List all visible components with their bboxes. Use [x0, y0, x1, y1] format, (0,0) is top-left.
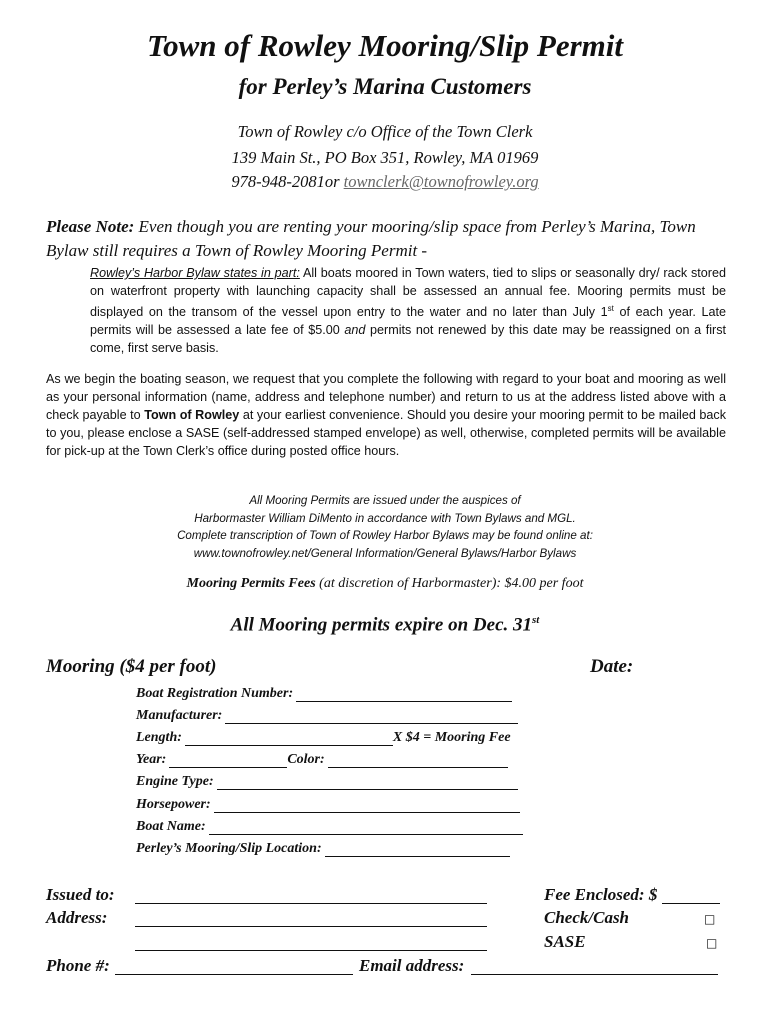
payee-name: Town of Rowley: [144, 408, 240, 422]
boat-name-field[interactable]: [136, 819, 523, 835]
horsepower-field[interactable]: [136, 797, 520, 813]
phone-label: Phone #:: [46, 956, 110, 975]
office-address-line2: 139 Main St., PO Box 351, Rowley, MA 01969: [231, 148, 539, 167]
email-link[interactable]: townclerk@townofrowley.org: [343, 172, 539, 191]
bylaw-text-3: permits not renewed by this date may be reassigned on a first come, first serve basis.: [90, 323, 726, 356]
boat-registration-label: Boat Registration Number:: [136, 686, 294, 701]
bylaw-sup: st: [607, 304, 614, 313]
phone-line[interactable]: [115, 974, 353, 975]
auspices-notice: [0, 492, 770, 562]
office-address-line1: Town of Rowley c/o Office of the Town Clerk: [237, 122, 533, 141]
auspices-line-1: All Mooring Permits are issued under the auspices of: [249, 494, 521, 507]
issued-to-label: Issued to:: [46, 885, 115, 904]
date-label: Date:: [590, 656, 634, 677]
expiration-text: All Mooring permits expire on Dec. 31: [230, 614, 533, 636]
bylaw-text-2: of each year. Late permits will be assessed a late fee of $5.00: [90, 305, 727, 338]
page-subtitle: for Perley’s Marina Customers: [238, 74, 532, 99]
color-line[interactable]: [328, 753, 508, 768]
length-field[interactable]: [136, 730, 511, 746]
length-line[interactable]: [185, 731, 393, 746]
fee-enclosed-line[interactable]: [662, 903, 720, 904]
length-label: Length:: [136, 730, 182, 745]
color-label: Color:: [287, 752, 325, 767]
fees-label: Mooring Permits Fees: [186, 576, 316, 591]
auspices-line-2: Harbormaster William DiMento in accordance with Town Bylaws and MGL.: [194, 511, 576, 525]
note-label: Please Note:: [46, 217, 135, 236]
length-suffix: X $4 = Mooring Fee: [392, 730, 511, 745]
sase-checkbox[interactable]: □: [706, 936, 718, 950]
engine-type-field[interactable]: [136, 774, 518, 790]
bylaw-text-1: All boats moored in Town waters, tied to slips or seasonally dry/ rack stored on waterfront property with launching capacity shall be assessed an annual fee. Mooring permits must be displayed on the transom of the vessel upon entry to the water and no later than July 1: [90, 266, 726, 320]
slip-location-line[interactable]: [325, 842, 510, 857]
email-line[interactable]: [471, 974, 718, 975]
boat-registration-field[interactable]: [136, 686, 512, 702]
bylaw-intro: Rowley’s Harbor Bylaw states in part:: [90, 266, 300, 280]
please-note: [46, 215, 730, 263]
bylaw-excerpt: [90, 264, 726, 357]
page-title: Town of Rowley Mooring/Slip Permit: [147, 28, 623, 63]
address-line-2[interactable]: [135, 950, 487, 951]
address-line-1[interactable]: [135, 926, 487, 927]
manufacturer-line[interactable]: [225, 709, 518, 724]
address-label: Address:: [46, 908, 108, 927]
year-color-field[interactable]: [136, 752, 508, 768]
year-label: Year:: [136, 752, 167, 767]
auspices-line-3: Complete transcription of Town of Rowley Harbor Bylaws may be found online at:: [177, 529, 593, 542]
slip-location-field[interactable]: [136, 841, 510, 857]
fee-enclosed-label: Fee Enclosed: $: [544, 885, 658, 904]
instructions-text-1: As we begin the boating season, we request that you complete the following with regard to your boat and mooring as well as your personal information (name, address and telephone number) and return to us at the address listed above with a check payable to: [46, 372, 726, 422]
instructions-paragraph: [46, 370, 726, 460]
bylaw-and: and: [344, 323, 366, 338]
boat-name-line[interactable]: [209, 820, 523, 835]
contact-line: [0, 172, 770, 192]
check-cash-label: Check/Cash: [544, 908, 630, 927]
mooring-heading: Mooring ($4 per foot): [46, 656, 217, 677]
slip-location-label: Perley’s Mooring/Slip Location:: [136, 841, 322, 856]
horsepower-label: Horsepower:: [136, 797, 211, 812]
phone-number: 978-948-2081or: [231, 172, 344, 191]
note-text: Even though you are renting your mooring/slip space from Perley’s Marina, Town Bylaw still requires a Town of Rowley Mooring Permit -: [46, 217, 696, 260]
fees-line: [0, 576, 770, 592]
instructions-text-2: at your earliest convenience. Should you desire your mooring permit to be mailed back to you, please enclose a SASE (self-addressed stamped envelope) as well, otherwise, completed permits will be available for pick-up at the Town Clerk’s office during posted office hours.: [46, 408, 726, 458]
year-line[interactable]: [169, 753, 287, 768]
engine-type-line[interactable]: [217, 775, 518, 790]
expiration-notice: [0, 614, 770, 636]
boat-name-label: Boat Name:: [136, 819, 206, 834]
expiration-sup: st: [532, 614, 540, 626]
engine-type-label: Engine Type:: [136, 774, 214, 789]
auspices-line-4: www.townofrowley.net/General Information/General Bylaws/Harbor Bylaws: [193, 546, 577, 560]
sase-label: SASE: [544, 932, 586, 951]
manufacturer-field[interactable]: [136, 708, 518, 724]
email-label: Email address:: [359, 956, 465, 975]
issued-to-line[interactable]: [135, 903, 487, 904]
check-cash-checkbox[interactable]: □: [704, 912, 716, 926]
manufacturer-label: Manufacturer:: [136, 708, 223, 723]
boat-registration-line[interactable]: [296, 687, 512, 702]
horsepower-line[interactable]: [214, 798, 520, 813]
fees-text: (at discretion of Harbormaster): $4.00 per foot: [315, 576, 584, 591]
